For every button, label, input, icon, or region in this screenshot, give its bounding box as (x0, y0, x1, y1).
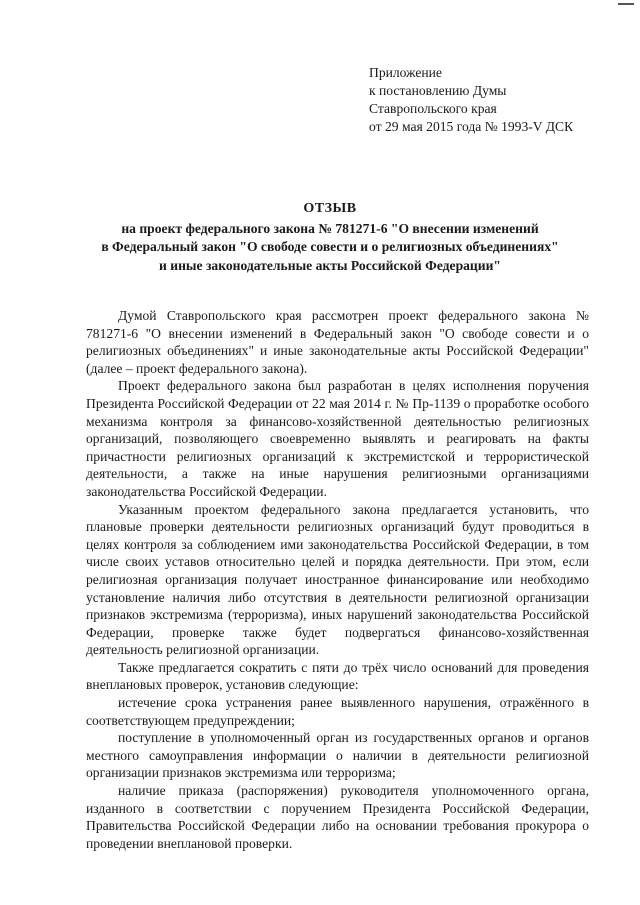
title-line-1: на проект федерального закона № 781271-6 "О внесении изменений (121, 220, 539, 236)
body-paragraph-5: истечение срока устранения ранее выявленного нарушения, отражённого в соответствующем предупреждении; (86, 695, 589, 728)
body-paragraph-1: Думой Ставропольского края рассмотрен проект федерального закона № 781271-6 "О внесении изменений в Федеральный закон "О свободе совести и о религиозных объединениях" и иные законодательные акты Российской Федерации" (далее – проект федерального закона). (86, 308, 589, 376)
body-paragraph-4: Также предлагается сократить с пяти до трёх число оснований для проведения внеплановых проверок, установив следующие: (86, 659, 589, 693)
title-line-2: в Федеральный закон "О свободе совести и о религиозных объединениях" (101, 239, 559, 254)
appendix-line-1: Приложение (369, 65, 442, 80)
body-paragraph-7: наличие приказа (распоряжения) руководителя уполномоченного органа, изданного в соответствии с поручением Президента Российской Федерации, Правительства Российской Федерации либо на основании требования прокурора о проведении внеплановой проверки. (86, 783, 589, 851)
appendix-line-2: к постановлению Думы (369, 83, 507, 98)
appendix-line-3: Ставропольского края (369, 101, 497, 116)
scan-corner-mark (618, 3, 634, 5)
document-title-block (86, 200, 574, 275)
body-paragraph-3: Указанным проектом федерального закона предлагается установить, что плановые проверки деятельности религиозных организаций будут проводиться в целях контроля за соблюдением ими законодательства Российской Федерации, в том числе своих уставов относительно целей и порядка деятельности. При этом, если религиозная организация получает иностранное финансирование или необходимо установление наличия либо отсутствия в деятельности религиозной организации признаков экстремизма (терроризма), иных нарушений законодательства Российской Федерации, проверке также будет подвергаться финансово-хозяйственная деятельность религиозной организации. (86, 501, 589, 658)
appendix-line-4: от 29 мая 2015 года № 1993-V ДСК (369, 119, 574, 134)
body-paragraph-6: поступление в уполномоченный орган из государственных органов и органов местного самоуправления информации о наличии в деятельности религиозной организации признаков экстремизма или терроризма; (86, 730, 589, 781)
document-title: ОТЗЫВ (303, 201, 357, 216)
appendix-header (369, 64, 573, 136)
body-paragraph-2: Проект федерального закона был разработан в целях исполнения поручения Президента Российской Федерации от 22 мая 2014 г. № Пр-1139 о проработке особого механизма контроля за финансово-хозяйственной деятельностью религиозных организаций, позволяющего своевременно выявлять и реагировать на факты причастности религиозных организаций к экстремистской и террористической деятельности, а также на иные нарушения религиозными организациями законодательства Российской Федерации. (86, 378, 589, 499)
document-body (86, 307, 589, 852)
title-line-3: и иные законодательные акты Российской Федерации" (159, 257, 501, 273)
